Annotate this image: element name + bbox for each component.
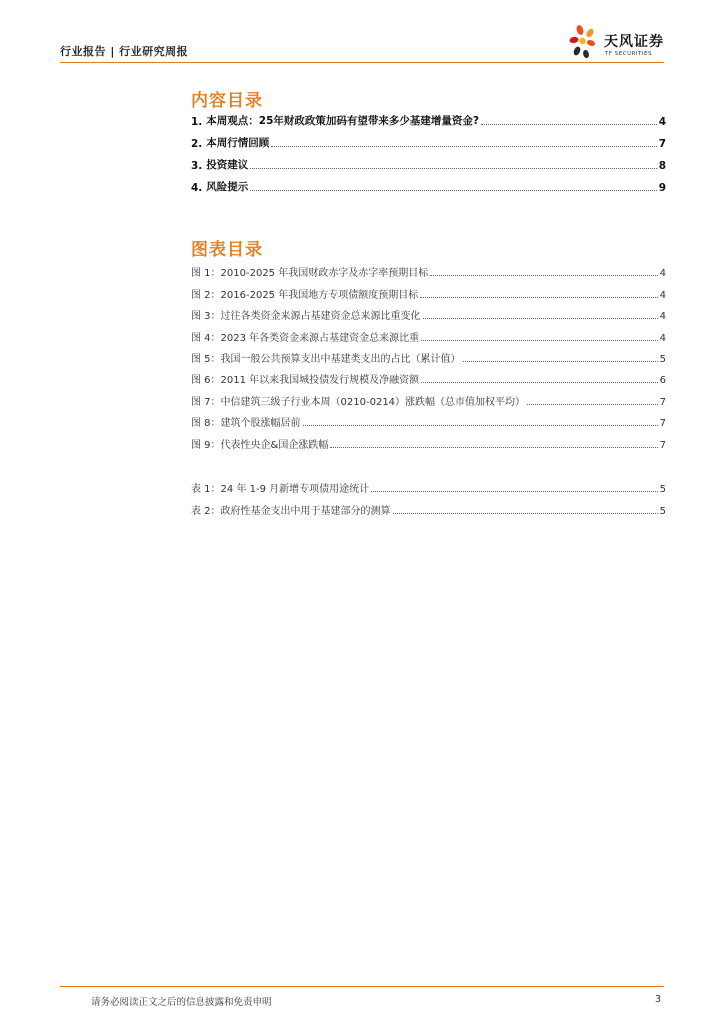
toc-entry[interactable] bbox=[191, 172, 666, 194]
table-entry[interactable] bbox=[191, 474, 666, 495]
toc-entry[interactable] bbox=[191, 106, 666, 128]
toc-entry-number: 1. bbox=[191, 116, 203, 128]
figures-title: 图表目录 bbox=[191, 240, 263, 260]
figure-entry-page: 4 bbox=[659, 268, 666, 280]
figure-entry-label: 图 7：中信建筑三级子行业本周（0210-0214）涨跌幅（总市值加权平均） bbox=[191, 396, 526, 408]
toc-entry-number: 3. bbox=[191, 160, 203, 172]
toc-leader-dots bbox=[420, 297, 657, 298]
tables-list bbox=[191, 474, 666, 517]
page-number: 3 bbox=[655, 994, 662, 1005]
toc-leader-dots bbox=[250, 190, 656, 191]
figure-entry-label: 图 1：2010-2025 年我国财政赤字及赤字率预期目标 bbox=[191, 268, 429, 280]
figure-entry-label: 图 2：2016-2025 年我国地方专项债额度预期目标 bbox=[191, 289, 419, 301]
toc-leader-dots bbox=[463, 361, 658, 362]
toc-entry-number: 2. bbox=[191, 138, 203, 150]
figure-entry-label: 图 4：2023 年各类资金来源占基建资金总来源比重 bbox=[191, 332, 420, 344]
toc-leader-dots bbox=[421, 382, 657, 383]
toc-leader-dots bbox=[423, 318, 658, 319]
figure-entry-page: 4 bbox=[659, 332, 666, 344]
figure-entry-page: 6 bbox=[659, 375, 666, 387]
toc-entry-label: 风险提示 bbox=[206, 181, 249, 193]
figure-entry-page: 4 bbox=[659, 311, 666, 323]
toc-leader-dots bbox=[527, 404, 658, 405]
figure-entry[interactable] bbox=[191, 258, 666, 279]
figure-entry-page: 4 bbox=[659, 289, 666, 301]
figure-entry-page: 7 bbox=[659, 418, 666, 430]
toc-entry[interactable] bbox=[191, 150, 666, 172]
figure-entry[interactable] bbox=[191, 301, 666, 322]
toc-leader-dots bbox=[371, 491, 657, 492]
toc-entry-label: 本周行情回顾 bbox=[206, 137, 270, 149]
header-divider bbox=[60, 62, 664, 63]
figures-list bbox=[191, 258, 666, 451]
footer-disclaimer: 请务必阅读正文之后的信息披露和免责申明 bbox=[91, 997, 272, 1008]
table-entry[interactable] bbox=[191, 495, 666, 516]
footer-divider bbox=[60, 986, 664, 987]
logo-subtitle: TF SECURITIES bbox=[605, 51, 652, 57]
toc-leader-dots bbox=[430, 275, 657, 276]
toc-entry-label: 投资建议 bbox=[206, 159, 249, 171]
table-entry-label: 表 2：政府性基金支出中用于基建部分的测算 bbox=[191, 505, 391, 517]
contents-list bbox=[191, 106, 666, 194]
contents-title: 内容目录 bbox=[191, 91, 263, 111]
figure-entry[interactable] bbox=[191, 429, 666, 450]
figure-entry-label: 图 5：我国一般公共预算支出中基建类支出的占比（累计值） bbox=[191, 353, 461, 365]
report-breadcrumb: 行业报告 | 行业研究周报 bbox=[60, 45, 189, 58]
toc-leader-dots bbox=[330, 447, 657, 448]
toc-leader-dots bbox=[250, 168, 656, 169]
toc-entry-label: 本周观点：25年财政政策加码有望带来多少基建增量资金? bbox=[206, 115, 479, 127]
toc-entry-page: 8 bbox=[658, 160, 666, 172]
figure-entry[interactable] bbox=[191, 344, 666, 365]
figure-entry[interactable] bbox=[191, 322, 666, 343]
figure-entry[interactable] bbox=[191, 365, 666, 386]
toc-leader-dots bbox=[271, 146, 656, 147]
table-entry-label: 表 1：24 年 1-9 月新增专项债用途统计 bbox=[191, 484, 370, 496]
figure-entry-page: 7 bbox=[659, 396, 666, 408]
figure-entry-label: 图 9：代表性央企&国企涨跌幅 bbox=[191, 439, 329, 451]
figure-entry-label: 图 8：建筑个股涨幅居前 bbox=[191, 418, 301, 430]
toc-entry-page: 4 bbox=[658, 116, 666, 128]
figure-entry-page: 7 bbox=[659, 439, 666, 451]
toc-leader-dots bbox=[393, 513, 658, 514]
toc-entry-number: 4. bbox=[191, 182, 203, 194]
toc-entry[interactable] bbox=[191, 128, 666, 150]
table-entry-page: 5 bbox=[659, 484, 666, 496]
toc-entry-page: 9 bbox=[658, 182, 666, 194]
toc-entry-page: 7 bbox=[658, 138, 666, 150]
figure-entry-page: 5 bbox=[659, 353, 666, 365]
figure-entry-label: 图 3：过往各类资金来源占基建资金总来源比重变化 bbox=[191, 311, 421, 323]
figure-entry[interactable] bbox=[191, 408, 666, 429]
toc-leader-dots bbox=[303, 425, 658, 426]
toc-leader-dots bbox=[421, 340, 657, 341]
figure-entry[interactable] bbox=[191, 279, 666, 300]
table-entry-page: 5 bbox=[659, 505, 666, 517]
company-logo bbox=[568, 24, 668, 60]
logo-name: 天风证券 bbox=[604, 34, 664, 50]
flower-logo-icon bbox=[568, 24, 604, 60]
figure-entry[interactable] bbox=[191, 386, 666, 407]
toc-leader-dots bbox=[481, 124, 657, 125]
figure-entry-label: 图 6：2011 年以来我国城投债发行规模及净融资额 bbox=[191, 375, 420, 387]
